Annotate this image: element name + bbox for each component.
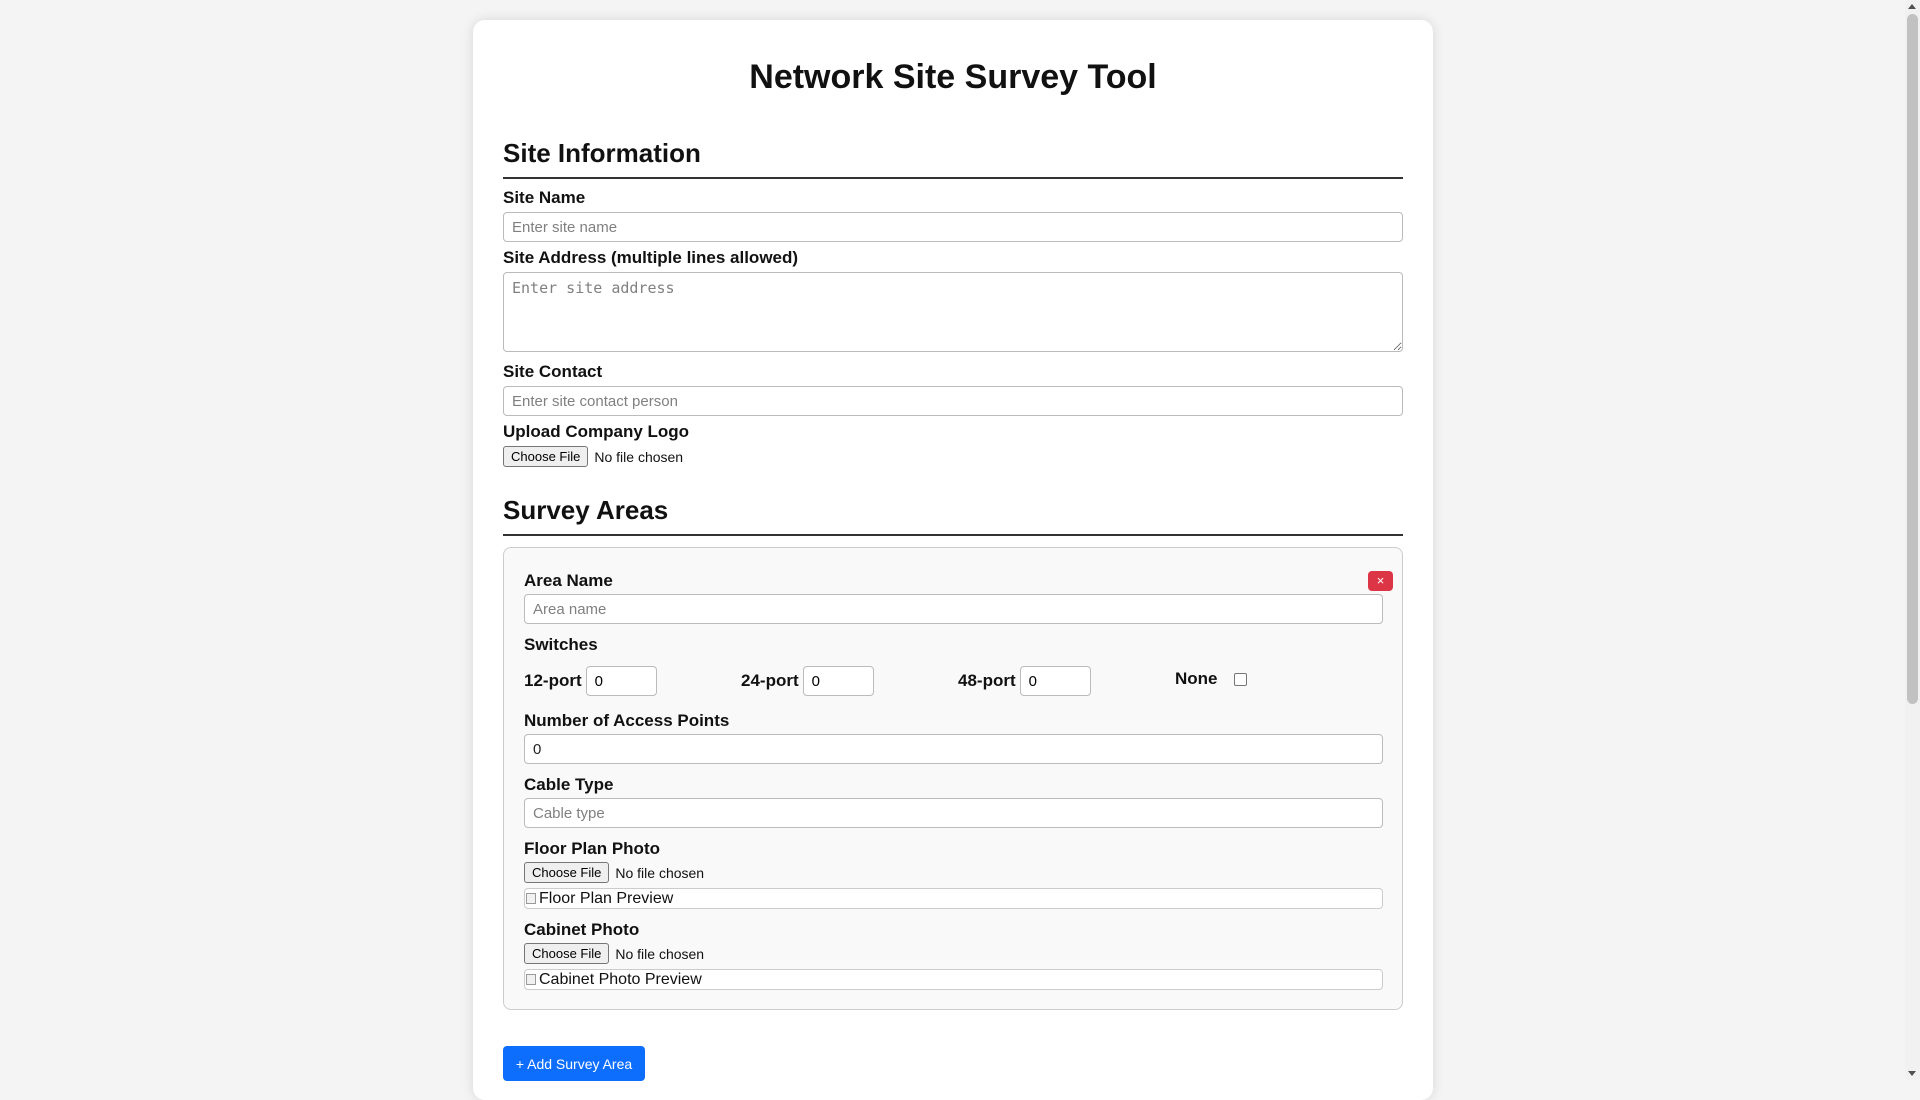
survey-areas-heading: Survey Areas [503,495,1403,536]
floor-plan-file-input[interactable] [524,862,704,883]
site-address-textarea[interactable] [503,272,1403,352]
cabinet-photo-file-input[interactable] [524,943,704,964]
site-information-heading: Site Information [503,138,1403,179]
cabinet-photo-preview [524,969,1383,990]
switches-label: Switches [524,635,598,654]
switch-none-checkbox[interactable] [1234,673,1247,686]
switch-48-port-input[interactable] [1020,666,1091,696]
switch-12-port-input[interactable] [586,666,657,696]
floor-plan-choose-file-button[interactable]: Choose File [524,862,609,883]
cabinet-photo-label: Cabinet Photo [524,920,640,939]
cable-type-label: Cable Type [524,775,614,794]
switch-12-port-label: 12-port [524,671,582,690]
cabinet-file-status: No file chosen [615,945,705,962]
cable-type-input[interactable] [524,798,1383,828]
floor-plan-label: Floor Plan Photo [524,839,660,858]
access-points-input[interactable] [524,734,1383,764]
switch-24-port-group [741,666,874,696]
scrollbar-thumb[interactable] [1907,14,1918,704]
logo-choose-file-button[interactable]: Choose File [503,446,588,467]
survey-area-card [503,547,1403,1010]
broken-image-icon [525,892,537,906]
site-contact-label: Site Contact [503,362,603,381]
switch-24-port-label: 24-port [741,671,799,690]
switch-24-port-input[interactable] [803,666,874,696]
floor-plan-file-status: No file chosen [615,864,705,881]
logo-file-input[interactable] [503,446,683,467]
site-name-input[interactable] [503,212,1403,242]
switch-12-port-group [524,666,657,696]
site-name-label: Site Name [503,188,586,207]
cabinet-choose-file-button[interactable]: Choose File [524,943,609,964]
broken-image-icon [525,973,537,987]
switch-48-port-group [958,666,1091,696]
site-address-label: Site Address (multiple lines allowed) [503,248,799,267]
switch-48-port-label: 48-port [958,671,1016,690]
switch-none-label: None [1175,669,1218,688]
logo-file-status: No file chosen [594,448,684,465]
survey-form-card [473,20,1433,1100]
page-scrollbar[interactable] [1905,0,1920,1080]
switch-none-group [1175,666,1247,692]
scroll-up-arrow-icon[interactable] [1908,4,1916,9]
cabinet-photo-preview-alt: Cabinet Photo Preview [539,971,702,988]
logo-upload-label: Upload Company Logo [503,422,690,441]
floor-plan-preview-alt: Floor Plan Preview [539,890,674,907]
site-contact-input[interactable] [503,386,1403,416]
access-points-label: Number of Access Points [524,711,730,730]
area-name-input[interactable] [524,594,1383,624]
floor-plan-preview [524,888,1383,909]
remove-area-button[interactable]: × [1368,571,1393,591]
area-name-label: Area Name [524,571,613,590]
add-survey-area-button[interactable]: + Add Survey Area [503,1046,645,1081]
scroll-down-arrow-icon[interactable] [1908,1071,1916,1076]
page-title: Network Site Survey Tool [749,58,1157,96]
